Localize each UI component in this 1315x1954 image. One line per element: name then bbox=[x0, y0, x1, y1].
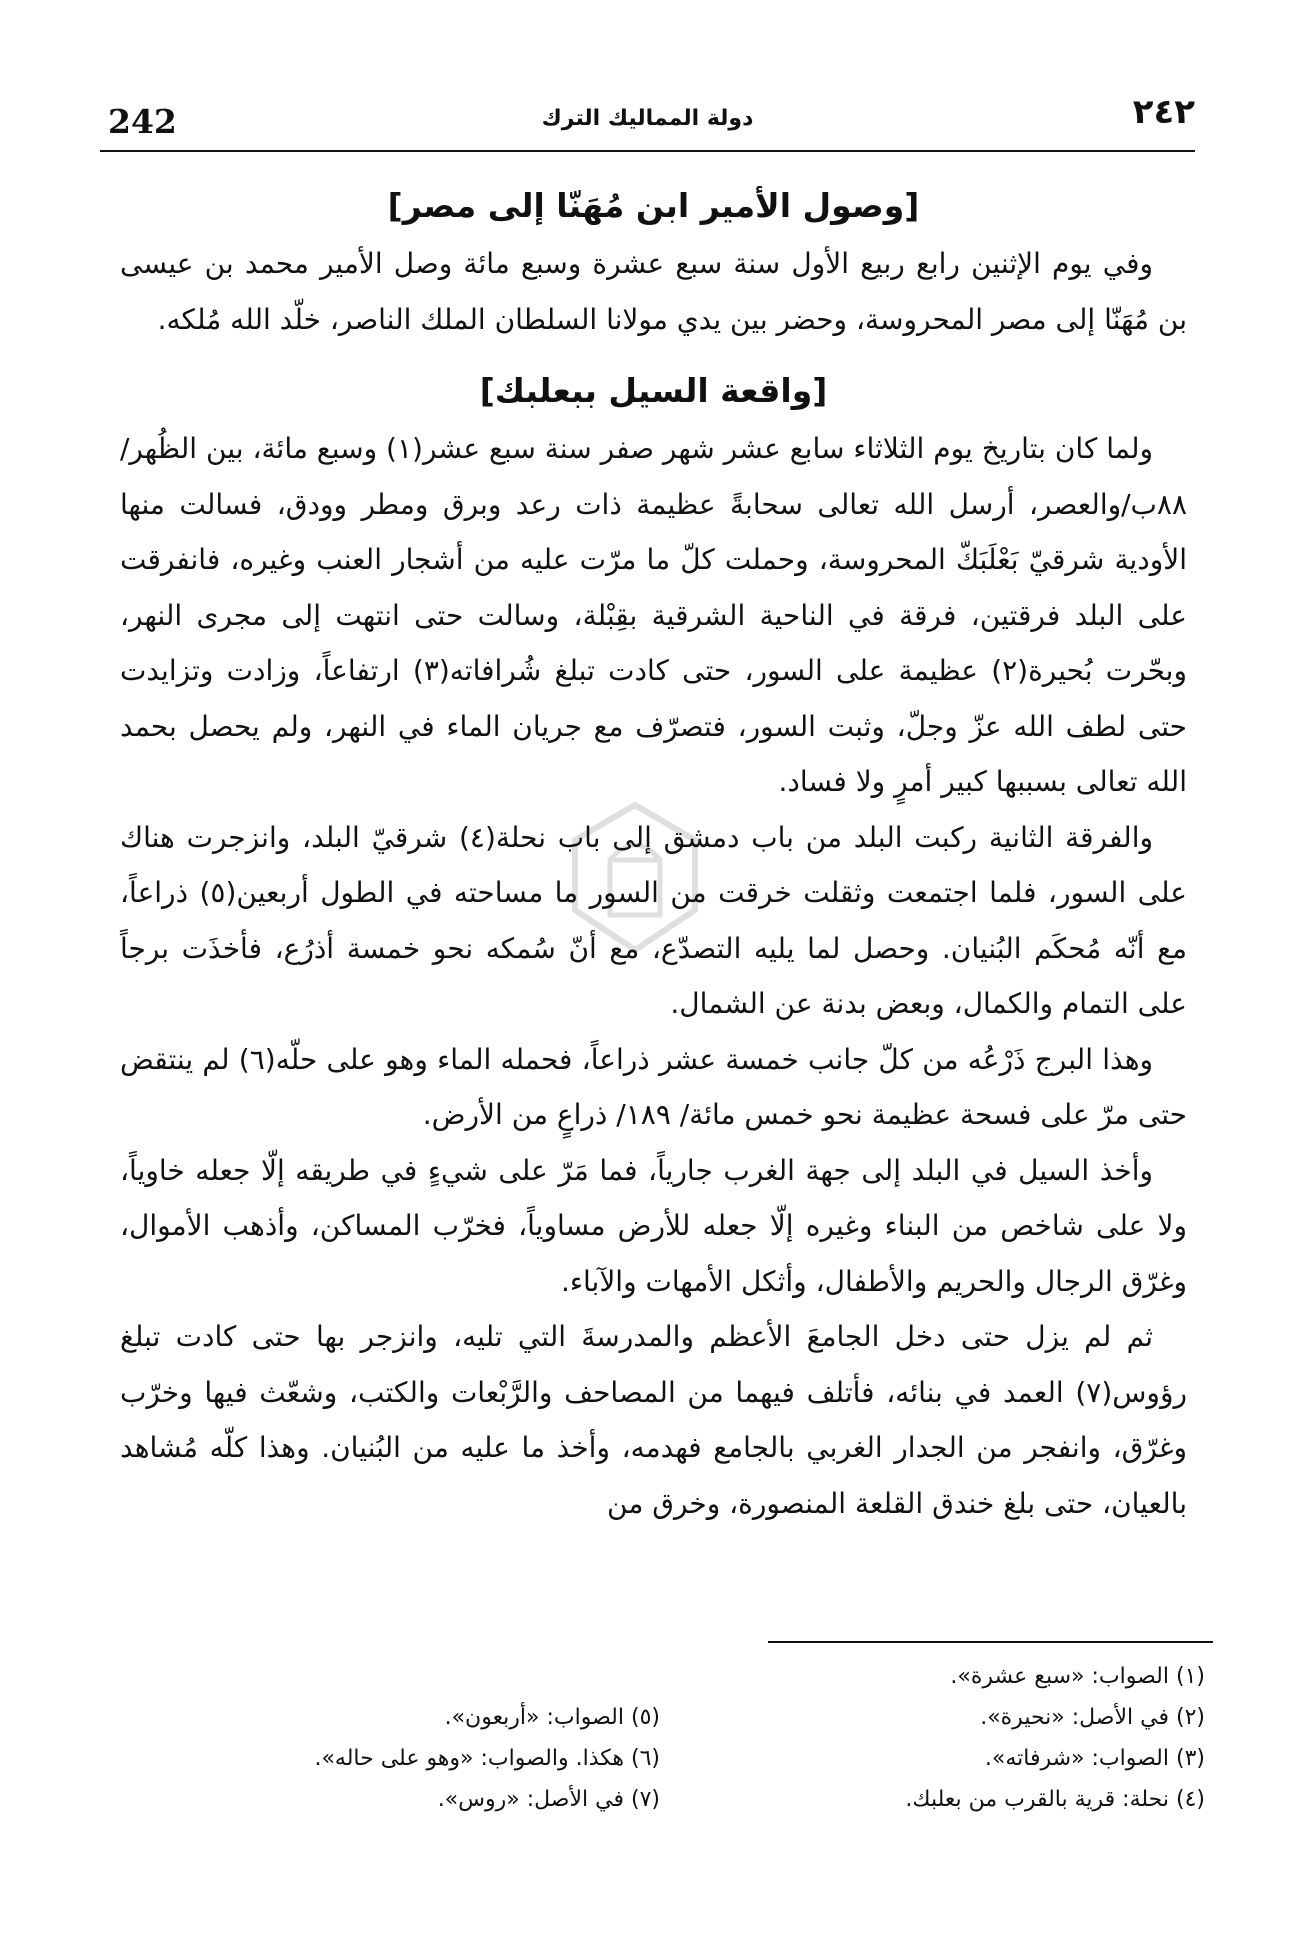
header-rule bbox=[100, 150, 1195, 152]
paragraph: وأخذ السيل في البلد إلى جهة الغرب جارياً، فما مَرّ على شيءٍ في طريقه إلّا جعله خاوياً، ولا على شاخص من البناء وغيره إلّا جعله للأرض مساوياً، فخرّب المساكن، وأذهب الأموال، وغرّق الرجال والحريم والأطفال، وأثكل الأمهات والآباء. bbox=[120, 1153, 1187, 1298]
paragraph: ثم لم يزل حتى دخل الجامعَ الأعظم والمدرسةَ التي تليه، وانزجر بها حتى كادت تبلغ رؤوس(٧) العمد في بنائه، فأتلف فيهما من المصاحف والرَّبْعات والكتب، وشعّث فيها وخرّب وغرّق، وانفجر من الجدار الغربي بالجامع فهدمه، وأخذ ما عليه من البُنيان. وهذا كلّه مُشاهد بالعيان، حتى بلغ خندق القلعة المنصورة، وخرق من bbox=[120, 1320, 1187, 1520]
paragraph: ولما كان بتاريخ يوم الثلاثاء سابع عشر شهر صفر سنة سبع عشر(١) وسبع مائة، بين الظُهر/٨٨ب/والعصر، أرسل الله تعالى سحابةً عظيمة ذات رعد وبرق ومطر وودق، فسالت منها الأودية شرقيّ بَعْلَبَكّ المحروسة، وحملت كلّ ما مرّت عليه من أشجار العنب وغيره، فانفرقت على البلد فرقتين، فرقة في الناحية الشرقية بقِبْلة، وسالت حتى انتهت إلى مجرى النهر، وبحّرت بُحيرة(٢) عظيمة على السور، حتى كادت تبلغ شُرافاته(٣) ارتفاعاً، وزادت وتزايدت حتى لطف الله عزّ وجلّ، وثبت السور، فتصرّف مع جريان الماء في النهر، ولم يحصل بحمد الله تعالى بسببها كبير أمرٍ ولا فساد. bbox=[120, 432, 1187, 798]
page-number-latin: 242 bbox=[108, 102, 177, 141]
running-title: دولة المماليك الترك bbox=[541, 106, 754, 131]
section-heading: [وصول الأمير ابن مُهَنّا إلى مصر] bbox=[387, 186, 920, 225]
footnote: (١) الصواب: «سبع عشرة». bbox=[950, 1664, 1205, 1689]
footnotes-right-column bbox=[685, 1656, 1205, 1820]
footnote: (٢) في الأصل: «نحيرة». bbox=[980, 1705, 1205, 1730]
paragraph: وهذا البرج ذَرْعُه من كلّ جانب خمسة عشر ذراعاً، فحمله الماء وهو على حلّه(٦) لم ينتقض حتى مرّ على فسحة عظيمة نحو خمس مائة/ ١٨٩/ ذراعٍ من الأرض. bbox=[120, 1042, 1187, 1131]
footnotes-left-column bbox=[140, 1697, 660, 1820]
paragraph: والفرقة الثانية ركبت البلد من باب دمشق إلى باب نحلة(٤) شرقيّ البلد، وانزجرت هناك على السور، فلما اجتمعت وثقلت خرقت من السور ما مساحته في الطول أربعين(٥) ذراعاً، مع أنّه مُحكَم البُنيان. وحصل لما يليه التصدّع، مع أنّ سُمكه نحو خمسة أذرُع، فأخذَت برجاً على التمام والكمال، وبعض بدنة عن الشمال. bbox=[120, 820, 1187, 1020]
footnote-rule bbox=[768, 1641, 1213, 1643]
section-heading: [واقعة السيل ببعلبك] bbox=[479, 371, 828, 410]
footnote: (٦) هكذا. والصواب: «وهو على حاله». bbox=[314, 1746, 660, 1771]
footnote: (٣) الصواب: «شرفاته». bbox=[984, 1746, 1205, 1771]
footnote: (٧) في الأصل: «روس». bbox=[437, 1787, 660, 1812]
main-text bbox=[120, 176, 1187, 1531]
paragraph: وفي يوم الإثنين رابع ربيع الأول سنة سبع عشرة وسبع مائة وصل الأمير محمد بن عيسى بن مُهَنّا إلى مصر المحروسة، وحضر بين يدي مولانا السلطان الملك الناصر، خلّد الله مُلكه. bbox=[120, 247, 1187, 336]
footnote: (٥) الصواب: «أربعون». bbox=[444, 1705, 660, 1730]
page-number-arabic: ٢٤٢ bbox=[1132, 92, 1195, 132]
page-header bbox=[100, 92, 1195, 148]
footnote: (٤) نحلة: قرية بالقرب من بعلبك. bbox=[905, 1787, 1205, 1812]
